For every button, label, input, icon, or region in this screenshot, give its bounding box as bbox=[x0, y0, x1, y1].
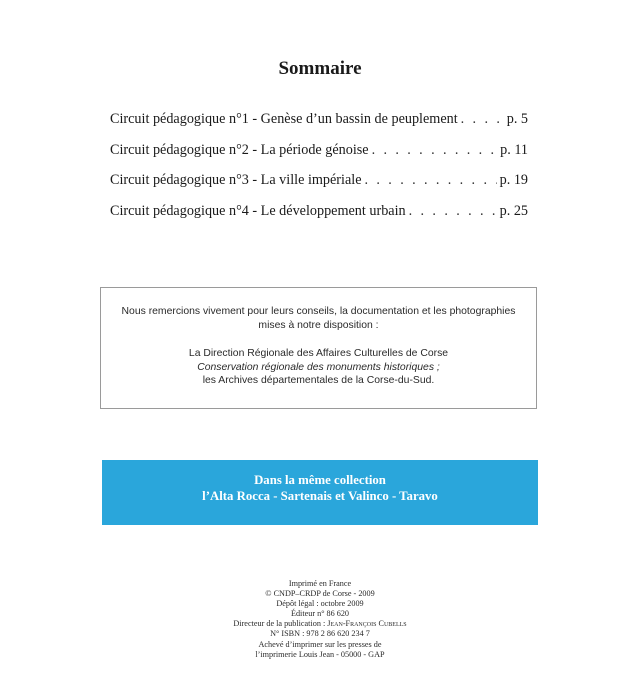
toc-leader-dots bbox=[461, 111, 504, 128]
toc-entry-page: p. 5 bbox=[506, 111, 528, 127]
acknowledged-organisation: Conservation régionale des monuments historiques ; bbox=[197, 361, 440, 373]
colophon-line: l’imprimerie Louis Jean - 05000 - GAP bbox=[255, 649, 385, 659]
acknowledgements-line: Nous remercions vivement pour leurs conseils, la documentation et les photographies bbox=[121, 306, 516, 317]
director-label: Directeur de la publication : bbox=[233, 619, 328, 629]
collection-titles: l’Alta Rocca - Sartenais et Valinco - Taravo bbox=[202, 489, 438, 503]
toc-entry-label: Circuit pédagogique n°2 - La période génoise bbox=[110, 141, 369, 158]
toc-entry-page: p. 19 bbox=[499, 172, 528, 188]
toc-entry-1[interactable] bbox=[110, 111, 528, 142]
toc-entry-label: Circuit pédagogique n°4 - Le développement urbain bbox=[110, 202, 406, 219]
acknowledged-organisation: les Archives départementales de la Corse-du-Sud. bbox=[202, 375, 435, 386]
colophon-line: Dépôt légal : octobre 2009 bbox=[276, 599, 364, 609]
collection-heading: Dans la même collection bbox=[254, 473, 386, 487]
colophon bbox=[0, 579, 640, 660]
page-title: Sommaire bbox=[278, 58, 362, 79]
toc-leader-dots bbox=[372, 142, 498, 159]
acknowledgements-line: mises à notre disposition : bbox=[258, 319, 379, 331]
toc-leader-dots bbox=[409, 203, 497, 220]
toc-entry-2[interactable] bbox=[110, 142, 528, 173]
toc-entry-page: p. 11 bbox=[500, 141, 528, 158]
acknowledged-organisation: La Direction Régionale des Affaires Culturelles de Corse bbox=[188, 348, 449, 359]
toc-entry-page: p. 25 bbox=[499, 202, 528, 219]
colophon-line: Achevé d’imprimer sur les presses de bbox=[258, 639, 382, 649]
colophon-line: N° ISBN : 978 2 86 620 234 7 bbox=[270, 629, 370, 639]
colophon-line: © CNDP–CRDP de Corse - 2009 bbox=[265, 589, 375, 599]
toc-entry-4[interactable] bbox=[110, 203, 528, 234]
toc-entry-label: Circuit pédagogique n°1 - Genèse d’un bassin de peuplement bbox=[110, 111, 458, 127]
toc-leader-dots bbox=[365, 172, 497, 189]
acknowledgements-box bbox=[100, 287, 537, 409]
director-name: Jean-François Cubells bbox=[327, 619, 407, 629]
colophon-line: Éditeur n° 86 620 bbox=[290, 609, 350, 619]
toc-entry-3[interactable] bbox=[110, 172, 528, 203]
toc-entry-label: Circuit pédagogique n°3 - La ville impériale bbox=[110, 172, 362, 188]
colophon-line: Imprimé en France bbox=[288, 579, 352, 588]
same-collection-banner bbox=[102, 460, 538, 525]
table-of-contents bbox=[110, 111, 528, 233]
colophon-line bbox=[0, 619, 640, 629]
